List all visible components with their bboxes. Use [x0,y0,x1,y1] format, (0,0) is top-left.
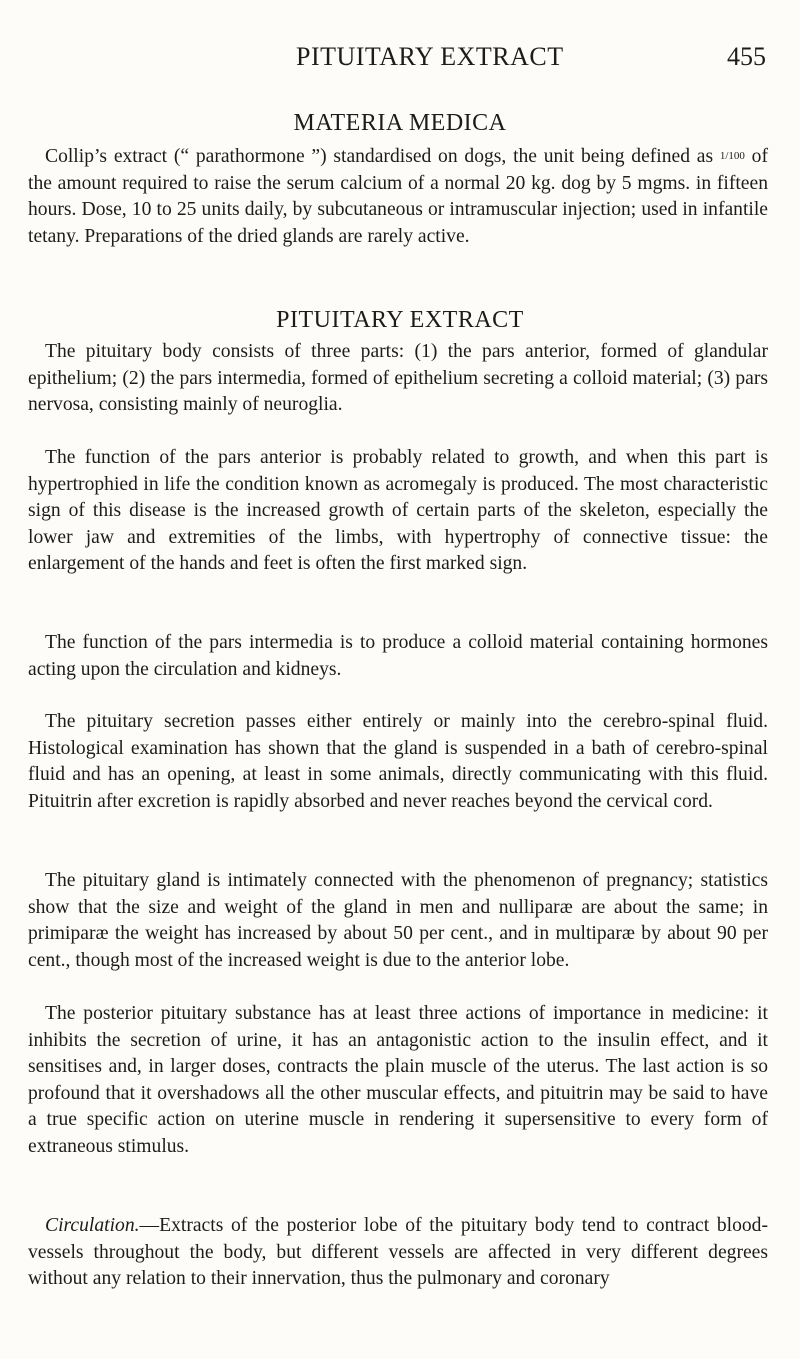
fraction-one-hundredth: 1/100 [719,150,745,162]
paragraph-pregnancy: The pituitary gland is intimately connected with the phenomenon of pregnancy; statistics show that the size and weight of the gland in men and nulliparæ are about the same; in primiparæ the weight has increased by about 50 per cent., and in multiparæ by about 90 per cent., though most of the increased weight is due to the anterior lobe. [28,870,768,971]
collip-text-start: Collip’s extract (“ parathormone ”) standardised on dogs, the unit being defined as [45,146,720,167]
paragraph-circulation [28,1213,768,1293]
paragraph-pituitary-parts: The pituitary body consists of three parts: (1) the pars anterior, formed of glandular epithelium; (2) the pars intermedia, formed of epithelium secreting a colloid material; (3) pars nervosa, consisting mainly of neuroglia. [28,341,768,415]
paragraph-collip-extract [28,143,768,250]
page-number: 455 [727,42,766,71]
running-title: PITUITARY EXTRACT [296,42,564,71]
paragraph-pars-intermedia: The function of the pars intermedia is to produce a colloid material containing hormones acting upon the circulation and kidneys. [28,632,768,680]
running-head [0,42,800,78]
paragraph-pars-anterior: The function of the pars anterior is probably related to growth, and when this part is hypertrophied in life the condition known as acromegaly is produced. The most characteristic sign of this disease is the increased growth of certain parts of the skeleton, especially the lower jaw and extremities of the limbs, with hypertrophy of connective tissue: the enlargement of the hands and feet is often the first marked sign. [28,447,768,574]
section-heading-materia-medica: MATERIA MEDICA [293,110,507,136]
circulation-text: —Extracts of the posterior lobe of the pituitary body tend to contract blood-vessels throughout the body, but different vessels are affected in very different degrees without any relation to their innervation, thus the pulmonary and coronary [28,1215,768,1289]
collip-text-end: of the amount required to raise the serum calcium of a normal 20 kg. dog by 5 mgms. in fifteen hours. Dose, 10 to 25 units daily, by subcutaneous or intramuscular injection; used in infantile tetany. Preparations of the dried glands are rarely active. [28,146,768,247]
section-heading-pituitary-extract: PITUITARY EXTRACT [276,307,524,333]
circulation-label: Circulation. [45,1215,140,1236]
paragraph-posterior-substance: The posterior pituitary substance has at least three actions of importance in medicine: it inhibits the secretion of urine, it has an antagonistic action to the insulin effect, and it sensitises and, in larger doses, contracts the plain muscle of the uterus. The last action is so profound that it overshadows all the other muscular effects, and pituitrin may be said to have a true specific action on uterine muscle in rendering it supersensitive to every form of extraneous stimulus. [28,1003,768,1157]
paragraph-pituitary-secretion: The pituitary secretion passes either entirely or mainly into the cerebro-spinal fluid. Histological examination has shown that the gland is suspended in a bath of cerebro-spinal fluid and has an opening, at least in some animals, directly communicating with this fluid. Pituitrin after excretion is rapidly absorbed and never reaches beyond the cervical cord. [28,711,768,812]
